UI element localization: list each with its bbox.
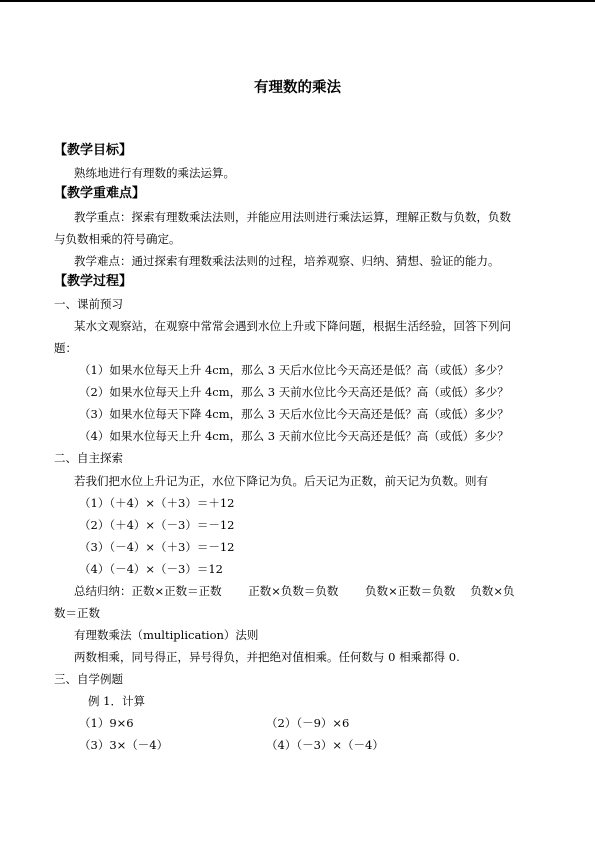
equation-2: （2）（＋4）×（－3）＝－12 bbox=[79, 518, 235, 532]
problem-4: （4）（－3）×（－4） bbox=[266, 738, 384, 752]
equation-3: （3）（－4）×（＋3）＝－12 bbox=[79, 540, 235, 554]
difficult-points: 教学难点：通过探索有理数乘法法则的过程，培养观察、归纳、猜想、验证的能力。 bbox=[74, 254, 500, 268]
equation-1: （1）（＋4）×（＋3）＝＋12 bbox=[79, 496, 235, 510]
question-2: （2）如果水位每天上升 4cm，那么 3 天前水位比今天高还是低？高（或低）多少？ bbox=[79, 385, 509, 399]
key-points-line-1: 教学重点：探索有理数乘法法则，并能应用法则进行乘法运算，理解正数与负数，负数 bbox=[74, 210, 511, 224]
rule-title: 有理数乘法（multiplication）法则 bbox=[74, 628, 259, 642]
key-points-line-2: 与负数相乘的符号确定。 bbox=[54, 232, 181, 246]
question-3: （3）如果水位每天下降 4cm，那么 3 天后水位比今天高还是低？高（或低）多少？ bbox=[79, 407, 509, 421]
summary-line-2: 数＝正数 bbox=[54, 606, 100, 620]
part1-intro-line-2: 题： bbox=[54, 341, 77, 355]
page-title: 有理数的乘法 bbox=[254, 80, 341, 96]
question-1: （1）如果水位每天上升 4cm，那么 3 天后水位比今天高还是低？高（或低）多少？ bbox=[79, 363, 509, 377]
rule-text: 两数相乘，同号得正，异号得负，并把绝对值相乘。任何数与 0 相乘都得 0. bbox=[74, 650, 460, 664]
problem-2: （2）（－9）×6 bbox=[266, 716, 350, 730]
example-title: 例 1．计算 bbox=[88, 694, 145, 708]
part1-title: 一、课前预习 bbox=[54, 297, 123, 311]
question-4: （4）如果水位每天上升 4cm，那么 3 天前水位比今天高还是低？高（或低）多少？ bbox=[79, 429, 509, 443]
part2-title: 二、自主探索 bbox=[54, 451, 123, 465]
goals-text: 熟练地进行有理数的乘法运算。 bbox=[74, 166, 235, 180]
goals-heading: 【教学目标】 bbox=[54, 143, 133, 158]
part1-intro-line-1: 某水文观察站，在观察中常常会遇到水位上升或下降问题，根据生活经验，回答下列问 bbox=[74, 319, 511, 333]
equation-4: （4）（－4）×（－3）＝12 bbox=[79, 562, 223, 576]
summary-line-1: 总结归纳：正数×正数＝正数 正数×负数＝负数 负数×正数＝负数 负数×负 bbox=[74, 584, 515, 598]
problem-3: （3）3×（－4） bbox=[79, 738, 169, 752]
problem-1: （1）9×6 bbox=[79, 716, 134, 730]
part3-title: 三、自学例题 bbox=[54, 672, 123, 686]
key-points-heading: 【教学重难点】 bbox=[54, 186, 146, 201]
top-border-line bbox=[0, 0, 595, 2]
part2-intro: 若我们把水位上升记为正，水位下降记为负。后天记为正数，前天记为负数。则有 bbox=[74, 474, 488, 488]
process-heading: 【教学过程】 bbox=[54, 274, 133, 289]
